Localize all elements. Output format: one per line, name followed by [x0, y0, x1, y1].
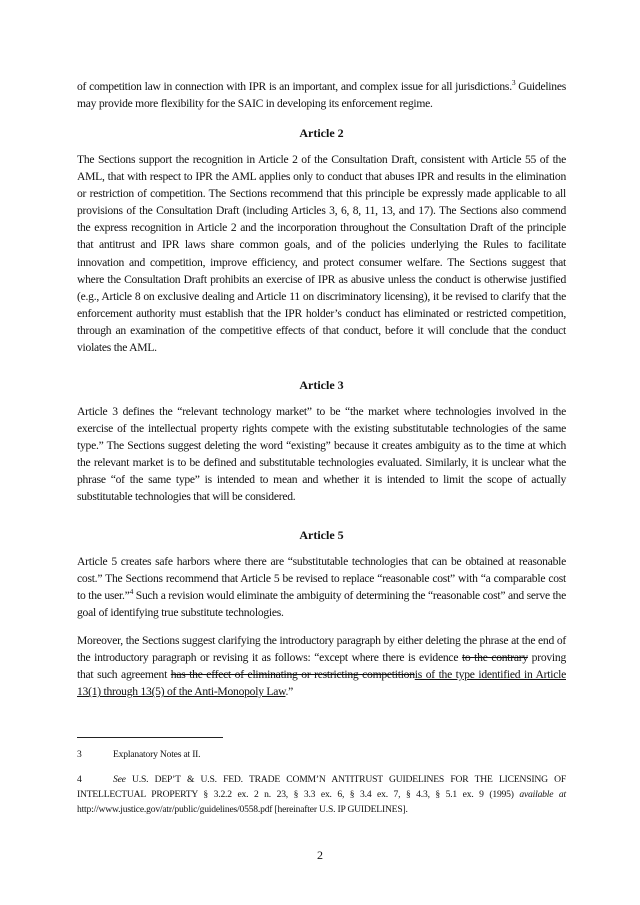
footnote-url[interactable]: http://www.justice.gov/atr/public/guidelines/0558.pdf [hereinafter U.S. IP GUIDELINES].: [77, 804, 408, 815]
footnote-see: See: [113, 774, 126, 785]
article-5-paragraph-1: [77, 553, 566, 621]
deleted-text-1: to the contrary: [461, 651, 528, 665]
page-number: 2: [317, 848, 323, 862]
inserted-text: is of the type identified in Article 13(1) through 13(5) of the Anti-Monopoly Law: [77, 668, 566, 699]
footnote-citation: U.S. DEP’T & U.S. FED. TRADE COMM’N ANTITRUST GUIDELINES FOR THE LICENSING OF INTELLECTUAL PROPERTY § 3.2.2 ex. 2 n. 23, § 3.3 ex. 6, § 3.4 ex. 7, § 4.3, § 5.1 ex. 9 (1995): [77, 774, 566, 800]
article-5-text-1: Article 5 creates safe harbors where there are “substitutable technologies that can be obtained at reasonable cost.” The Sections recommend that Article 5 be revised to replace “reasonable cost” with “a comparable cost to the user.”: [77, 555, 566, 603]
article-3-heading: Article 3: [299, 378, 344, 392]
footnote-3: [77, 747, 566, 762]
footnote-number: 3: [77, 749, 82, 760]
article-5-text-1b: Such a revision would eliminate the ambiguity of determining the “reasonable cost” and serve the goal of identifying true substitute technologies.: [77, 589, 566, 620]
footnote-number: 4: [77, 774, 82, 785]
continuation-text-2: Guidelines may provide more flexibility for the SAIC in developing its enforcement regime.: [77, 80, 566, 111]
article-5-paragraph-2: [77, 632, 566, 700]
article-5-heading: Article 5: [299, 528, 344, 542]
article-2-heading: Article 2: [299, 126, 344, 140]
footnote-text: Explanatory Notes at II.: [113, 749, 201, 760]
continuation-paragraph: [77, 78, 566, 112]
article-2-paragraph: The Sections support the recognition in Article 2 of the Consultation Draft, consistent with Article 55 of the AML, that with respect to IPR the AML applies only to conduct that abuses IPR and results in the elimination or restriction of competition. The Sections recommend that this principle be expressly made applicable to all provisions of the Consultation Draft (including Articles 3, 6, 8, 11, 13, and 17). The Sections also commend the express recognition in Article 2 and the incorporation throughout the Consultation Draft of the principle that antitrust and IPR laws share common goals, and of the policies underlying the Rules to facilitate innovation and competition, improve efficiency, and protect consumer welfare. The Sections suggest that where the Consultation Draft prohibits an exercise of IPR as abusive unless the conduct is otherwise justified (e.g., Article 8 on exclusive dealing and Article 11 on discriminatory licensing), it be revised to clarify that the enforcement authority must establish that the IPR holder’s conduct has eliminated or restricted competition, through an examination of the competitive effects of that conduct, before it will conclude that the conduct violates the AML.: [77, 153, 566, 355]
article-5-end-text: .”: [285, 685, 294, 699]
continuation-text: of competition law in connection with IPR is an important, and complex issue for all jurisdictions.: [77, 80, 512, 93]
footnote-text: [77, 772, 566, 817]
footnote-4: [77, 772, 566, 817]
article-3-paragraph: Article 3 defines the “relevant technology market” to be “the market where technologies involved in the exercise of the intellectual property rights compete with the existing substitutable technologies of the same type.” The Sections suggest deleting the word “existing” because it creates ambiguity as to the time at which the relevant market is to be defined and substitutable technologies evaluated. Similarly, it is unclear what the phrase “of the same type” is intended to mean and whether it is intended to limit the scope of actually substitutable technologies that will be considered.: [77, 405, 566, 504]
footnote-ref-3[interactable]: 3: [511, 78, 516, 88]
article-5-mid-text: proving that such agreement: [77, 651, 566, 682]
footnote-ref-4[interactable]: 4: [129, 587, 134, 597]
footnote-available-at: available at: [519, 789, 566, 800]
footnote-separator: [77, 737, 223, 738]
article-5-lead-text: Moreover, the Sections suggest clarifying the introductory paragraph by either deleting the phrase at the end of the introductory paragraph or revising it as follows: “except where there is evidence: [77, 634, 566, 665]
deleted-text-2: has the effect of eliminating or restricting competition: [170, 668, 415, 682]
